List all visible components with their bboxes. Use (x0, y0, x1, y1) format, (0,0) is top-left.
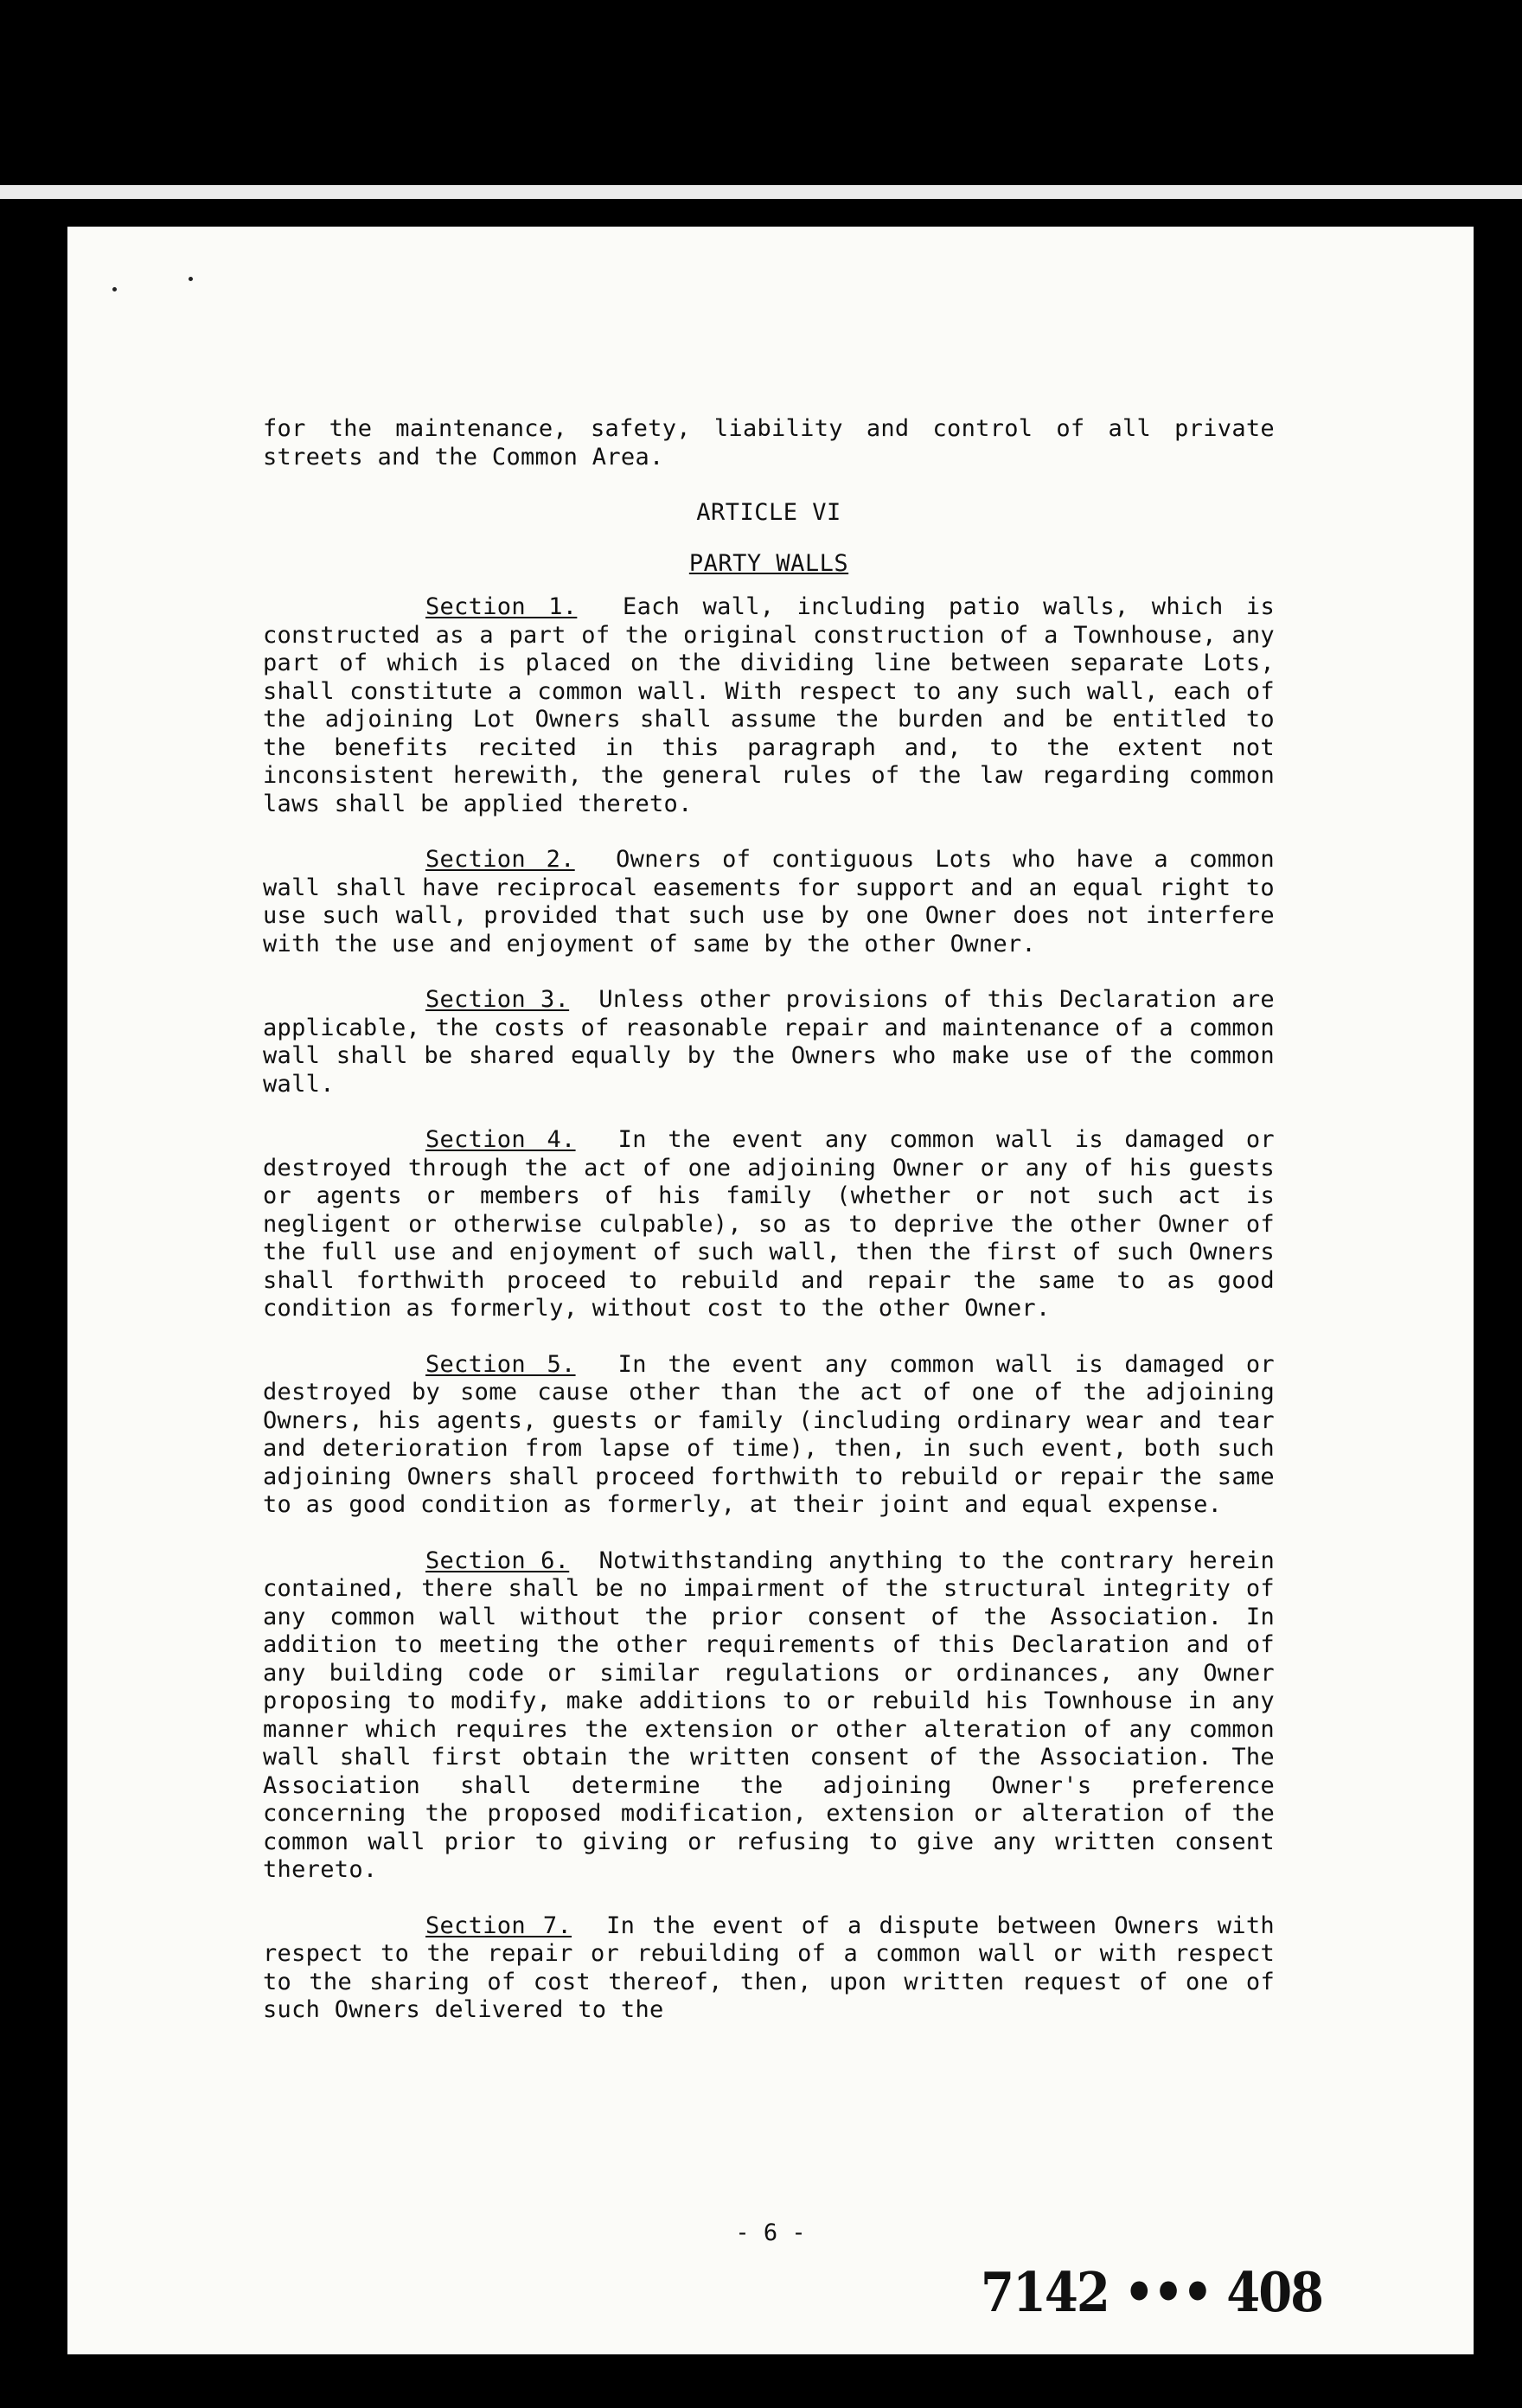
section-5 (263, 1351, 1275, 1520)
recording-stamp: 7142 ••• 408 (981, 2261, 1323, 2325)
document-page (67, 227, 1474, 2354)
section-label: Section 1. (425, 593, 578, 620)
section-text: Each wall, including patio walls, which is constructed as a part of the original construction of a Townhouse, any part of which is placed on the dividing line between separate Lots, shall constitute a common wall. With respect to any such wall, each of the adjoining Lot Owners shall assume the burden and be entitled to the benefits recited in this paragraph and, to the extent not inconsistent herewith, the general rules of the law regarding common laws shall be applied thereto. (263, 593, 1275, 817)
section-text: In the event any common wall is damaged or destroyed through the act of one adjoining Owner or any of his guests or agents or members of his family (whether or not such act is negligent or otherwise culpable), so as to deprive the other Owner of the full use and enjoyment of such wall, then the first of such Owners shall forthwith proceed to rebuild and repair the same to as good condition as formerly, without cost to the other Owner. (263, 1126, 1275, 1322)
section-label: Section 3. (425, 986, 570, 1013)
scan-edge-line (0, 185, 1522, 199)
section-1 (263, 593, 1275, 818)
document-body (263, 415, 1275, 2053)
section-text: In the event any common wall is damaged or destroyed by some cause other than the act of one of the adjoining Owners, his agents, guests or family (including ordinary wear and tear and deterioration from lapse of time), then, in such event, both such adjoining Owners shall proceed forthwith to rebuild or repair the same to as good condition as formerly, at their joint and equal expense. (263, 1350, 1275, 1518)
article-title: PARTY WALLS (688, 549, 849, 577)
section-label: Section 7. (425, 1912, 572, 1939)
section-label: Section 4. (425, 1126, 576, 1153)
section-text: Notwithstanding anything to the contrary herein contained, there shall be no impairment of the structural integrity of any common wall without the prior consent of the Association. In addition to meeting the other requirements of this Declaration and of any building code or similar regulations or ordinances, any Owner proposing to modify, make additions to or rebuild his Townhouse in any manner which requires the extension or other alteration of any common wall shall first obtain the written consent of the Association. The Association shall determine the adjoining Owner's preference concerning the proposed modification, extension or alteration of the common wall prior to giving or refusing to give any written consent thereto. (263, 1547, 1275, 1883)
section-label: Section 6. (425, 1547, 570, 1574)
section-7 (263, 1912, 1275, 2025)
article-heading: ARTICLE VI (696, 499, 841, 526)
section-2 (263, 846, 1275, 958)
section-text: Owners of contiguous Lots who have a common wall shall have reciprocal easements for support and an equal right to use such wall, provided that such use by one Owner does not interfere with the use and enjoyment of same by the other Owner. (263, 846, 1275, 957)
section-label: Section 5. (425, 1350, 576, 1378)
section-4 (263, 1126, 1275, 1323)
scan-speck (189, 277, 193, 281)
page-number: - 6 - (735, 2219, 806, 2246)
section-text: In the event of a dispute between Owners with respect to the repair or rebuilding of a common wall or with respect to the sharing of cost thereof, then, upon written request of one of such Owners delivered to the (263, 1912, 1275, 2023)
section-3 (263, 986, 1275, 1098)
section-6 (263, 1547, 1275, 1885)
scan-speck (112, 287, 117, 291)
section-text: Unless other provisions of this Declaration are applicable, the costs of reasonable repair and maintenance of a common wall shall be shared equally by the Owners who make use of the common wall. (263, 986, 1275, 1098)
scan-top-border (0, 0, 1522, 121)
section-label: Section 2. (425, 846, 575, 873)
intro-paragraph: for the maintenance, safety, liability and control of all private streets and the Common Area. (263, 415, 1275, 471)
